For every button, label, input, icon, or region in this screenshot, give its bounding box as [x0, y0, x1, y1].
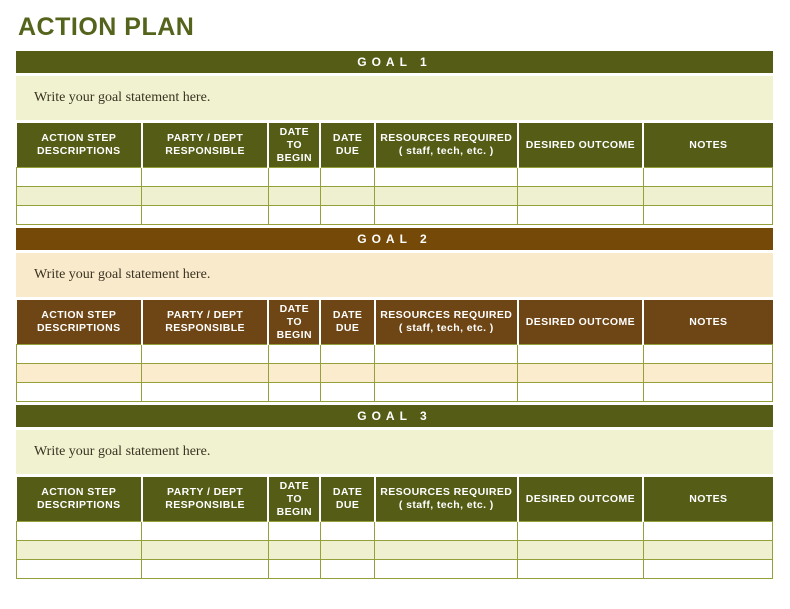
- empty-cell[interactable]: [320, 522, 374, 541]
- column-header-date-begin: DATE TO BEGIN: [268, 300, 320, 345]
- column-header-notes: NOTES: [643, 123, 772, 168]
- column-header-desired-outcome: DESIRED OUTCOME: [518, 477, 643, 522]
- empty-cell[interactable]: [17, 187, 142, 206]
- empty-cell[interactable]: [320, 364, 374, 383]
- empty-cell[interactable]: [375, 206, 518, 225]
- action-plan-page: [16, 0, 773, 579]
- empty-cell[interactable]: [375, 187, 518, 206]
- empty-cell[interactable]: [375, 168, 518, 187]
- goal-2-table: [16, 300, 773, 402]
- empty-cell[interactable]: [320, 187, 374, 206]
- empty-cell[interactable]: [17, 168, 142, 187]
- table-row: [17, 541, 773, 560]
- empty-cell[interactable]: [518, 560, 643, 579]
- empty-cell[interactable]: [643, 345, 772, 364]
- table-row: [17, 383, 773, 402]
- goal-3-table: [16, 477, 773, 579]
- column-header-party-dept: PARTY / DEPT RESPONSIBLE: [142, 300, 268, 345]
- empty-cell[interactable]: [643, 383, 772, 402]
- empty-cell[interactable]: [643, 364, 772, 383]
- column-header-desired-outcome: DESIRED OUTCOME: [518, 123, 643, 168]
- table-row: [17, 345, 773, 364]
- empty-cell[interactable]: [320, 541, 374, 560]
- goal-1-label: GOAL 1: [357, 55, 432, 69]
- empty-cell[interactable]: [518, 541, 643, 560]
- empty-cell[interactable]: [268, 168, 320, 187]
- empty-cell[interactable]: [17, 364, 142, 383]
- goal-3-label: GOAL 3: [357, 409, 432, 423]
- empty-cell[interactable]: [375, 364, 518, 383]
- empty-cell[interactable]: [17, 541, 142, 560]
- empty-cell[interactable]: [643, 206, 772, 225]
- empty-cell[interactable]: [643, 541, 772, 560]
- column-header-action-step: ACTION STEP DESCRIPTIONS: [17, 123, 142, 168]
- empty-cell[interactable]: [643, 560, 772, 579]
- empty-cell[interactable]: [268, 383, 320, 402]
- goal-2-statement-cell[interactable]: [16, 253, 773, 297]
- empty-cell[interactable]: [268, 364, 320, 383]
- empty-cell[interactable]: [643, 168, 772, 187]
- column-header-action-step: ACTION STEP DESCRIPTIONS: [17, 477, 142, 522]
- goal-2-bar: [16, 228, 773, 250]
- column-header-date-begin: DATE TO BEGIN: [268, 477, 320, 522]
- empty-cell[interactable]: [268, 187, 320, 206]
- goal-section-2: [16, 228, 773, 402]
- goal-2-header-row: [17, 300, 773, 345]
- empty-cell[interactable]: [268, 541, 320, 560]
- empty-cell[interactable]: [643, 187, 772, 206]
- empty-cell[interactable]: [142, 168, 268, 187]
- column-header-resources: RESOURCES REQUIRED ( staff, tech, etc. ): [375, 300, 518, 345]
- empty-cell[interactable]: [142, 206, 268, 225]
- goal-2-label: GOAL 2: [357, 232, 432, 246]
- column-header-date-begin: DATE TO BEGIN: [268, 123, 320, 168]
- column-header-date-due: DATE DUE: [320, 123, 374, 168]
- page-title: ACTION PLAN: [18, 13, 195, 41]
- column-header-desired-outcome: DESIRED OUTCOME: [518, 300, 643, 345]
- column-header-party-dept: PARTY / DEPT RESPONSIBLE: [142, 477, 268, 522]
- empty-cell[interactable]: [518, 187, 643, 206]
- empty-cell[interactable]: [518, 345, 643, 364]
- empty-cell[interactable]: [320, 383, 374, 402]
- empty-cell[interactable]: [142, 187, 268, 206]
- empty-cell[interactable]: [643, 522, 772, 541]
- goal-1-statement-text: Write your goal statement here.: [34, 90, 211, 105]
- column-header-resources: RESOURCES REQUIRED ( staff, tech, etc. ): [375, 477, 518, 522]
- table-row: [17, 187, 773, 206]
- table-row: [17, 560, 773, 579]
- goal-3-statement-cell[interactable]: [16, 430, 773, 474]
- empty-cell[interactable]: [17, 560, 142, 579]
- empty-cell[interactable]: [268, 560, 320, 579]
- empty-cell[interactable]: [320, 345, 374, 364]
- empty-cell[interactable]: [375, 541, 518, 560]
- goal-section-3: [16, 405, 773, 579]
- column-header-date-due: DATE DUE: [320, 477, 374, 522]
- table-row: [17, 168, 773, 187]
- goal-3-statement-text: Write your goal statement here.: [34, 444, 211, 459]
- empty-cell[interactable]: [17, 522, 142, 541]
- empty-cell[interactable]: [142, 383, 268, 402]
- column-header-notes: NOTES: [643, 477, 772, 522]
- column-header-party-dept: PARTY / DEPT RESPONSIBLE: [142, 123, 268, 168]
- empty-cell[interactable]: [268, 345, 320, 364]
- empty-cell[interactable]: [142, 345, 268, 364]
- empty-cell[interactable]: [518, 364, 643, 383]
- empty-cell[interactable]: [375, 522, 518, 541]
- empty-cell[interactable]: [142, 541, 268, 560]
- column-header-resources: RESOURCES REQUIRED ( staff, tech, etc. ): [375, 123, 518, 168]
- empty-cell[interactable]: [375, 383, 518, 402]
- empty-cell[interactable]: [268, 522, 320, 541]
- empty-cell[interactable]: [518, 168, 643, 187]
- empty-cell[interactable]: [375, 560, 518, 579]
- empty-cell[interactable]: [142, 364, 268, 383]
- column-header-notes: NOTES: [643, 300, 772, 345]
- empty-cell[interactable]: [320, 206, 374, 225]
- goal-1-statement-cell[interactable]: [16, 76, 773, 120]
- goal-1-table: [16, 123, 773, 225]
- empty-cell[interactable]: [518, 522, 643, 541]
- empty-cell[interactable]: [518, 206, 643, 225]
- empty-cell[interactable]: [268, 206, 320, 225]
- column-header-date-due: DATE DUE: [320, 300, 374, 345]
- goal-3-header-row: [17, 477, 773, 522]
- column-header-action-step: ACTION STEP DESCRIPTIONS: [17, 300, 142, 345]
- table-row: [17, 364, 773, 383]
- goal-3-bar: [16, 405, 773, 427]
- goal-1-bar: [16, 51, 773, 73]
- goal-2-statement-text: Write your goal statement here.: [34, 267, 211, 282]
- empty-cell[interactable]: [320, 168, 374, 187]
- table-row: [17, 206, 773, 225]
- table-row: [17, 522, 773, 541]
- goal-1-header-row: [17, 123, 773, 168]
- empty-cell[interactable]: [142, 560, 268, 579]
- empty-cell[interactable]: [320, 560, 374, 579]
- empty-cell[interactable]: [17, 345, 142, 364]
- empty-cell[interactable]: [17, 383, 142, 402]
- empty-cell[interactable]: [518, 383, 643, 402]
- goal-section-1: [16, 51, 773, 225]
- empty-cell[interactable]: [142, 522, 268, 541]
- empty-cell[interactable]: [375, 345, 518, 364]
- empty-cell[interactable]: [17, 206, 142, 225]
